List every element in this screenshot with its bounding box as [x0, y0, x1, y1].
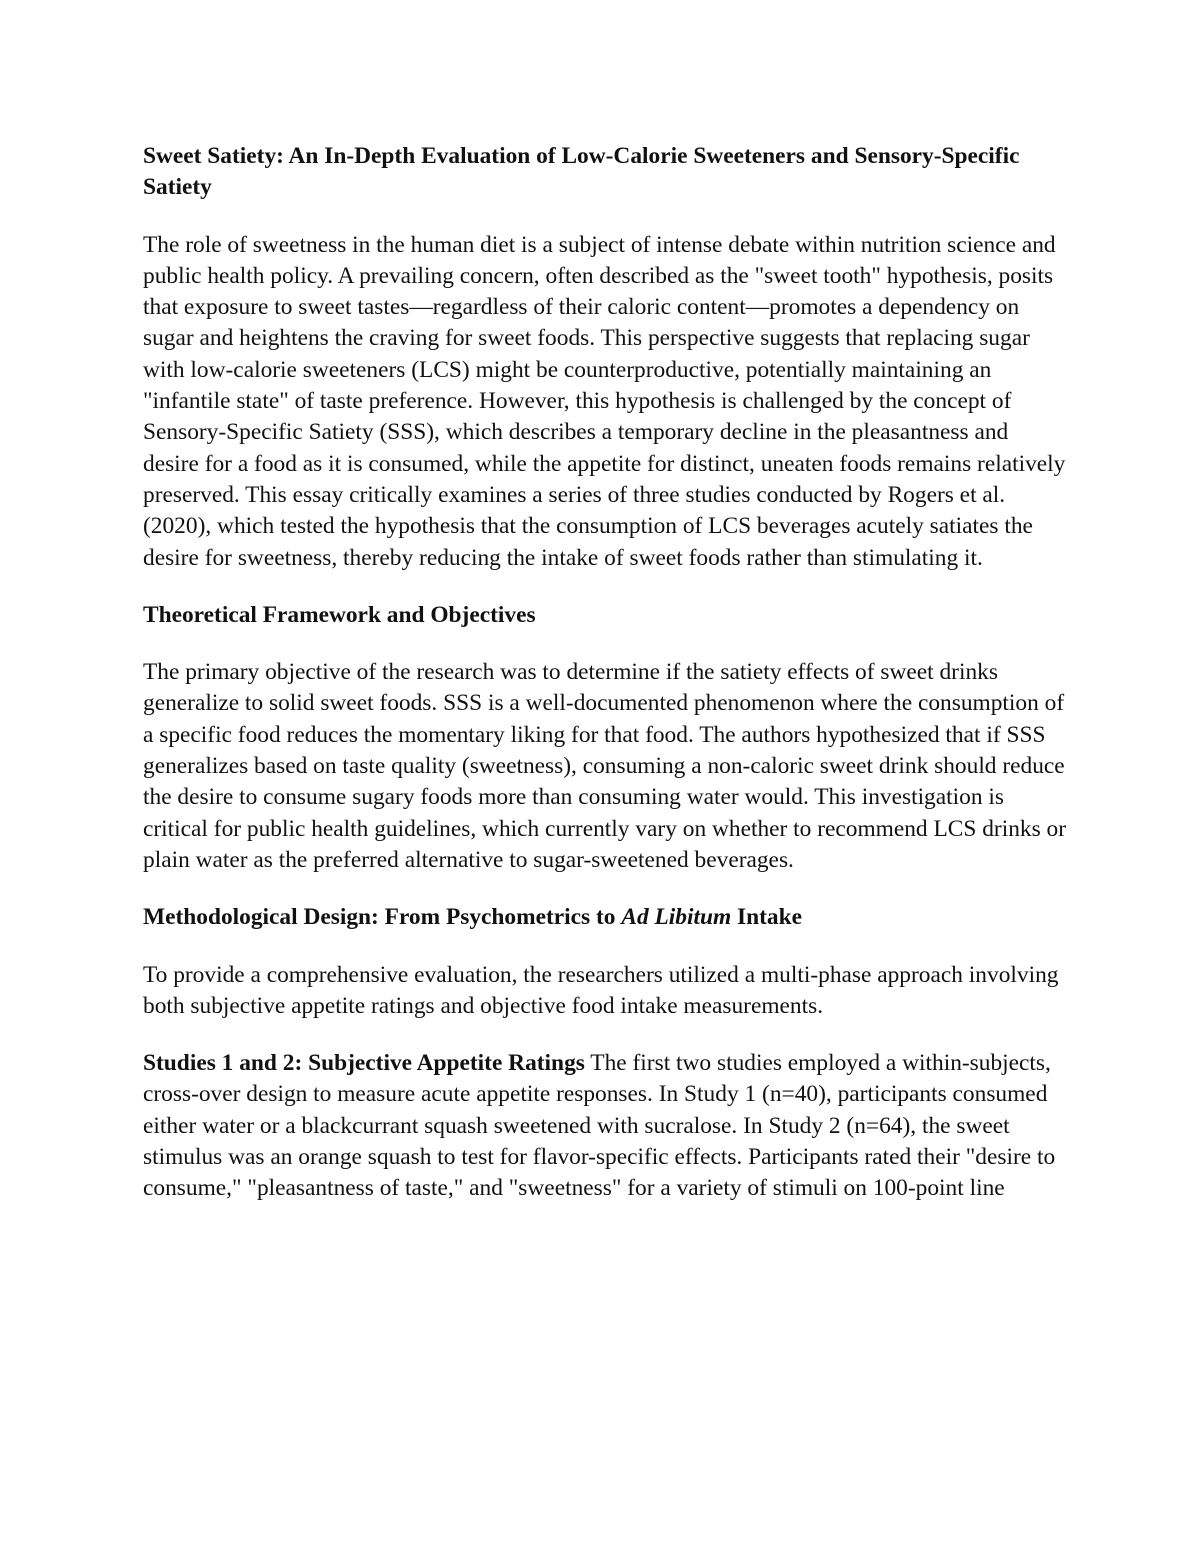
methodological-heading-italic: Ad Libitum: [621, 904, 732, 931]
document-body: [143, 141, 1068, 1231]
methodological-heading-text-end: Intake: [731, 904, 803, 931]
document-title: Sweet Satiety: An In-Depth Evaluation of Low-Calorie Sweeteners and Sensory-Specific Satiety: [143, 143, 1020, 201]
intro-paragraph: The role of sweetness in the human diet is a subject of intense debate within nutrition science and public health policy. A prevailing concern, often described as the "sweet tooth" hypothesis, posits that exposure to sweet tastes—regardless of their caloric content—promotes a dependency on sugar and heightens the craving for sweet foods. This perspective suggests that replacing sugar with low-calorie sweeteners (LCS) might be counterproductive, potentially maintaining an "infantile state" of taste preference. However, this hypothesis is challenged by the concept of Sensory-Specific Satiety (SSS), which describes a temporary decline in the pleasantness and desire for a food as it is consumed, while the appetite for distinct, uneaten foods remains relatively preserved. This essay critically examines a series of three studies conducted by Rogers et al. (2020), which tested the hypothesis that the consumption of LCS beverages acutely satiates the desire for sweetness, thereby reducing the intake of sweet foods rather than stimulating it.: [143, 231, 1066, 571]
studies-paragraph-text: The first two studies employed a within-subjects, cross-over design to measure acute appetite responses. In Study 1 (n=40), participants consumed either water or a blackcurrant squash sweetened with sucralose. In Study 2 (n=64), the sweet stimulus was an orange squash to test for flavor-specific effects. Participants rated their "desire to consume," "pleasantness of taste," and "sweetness" for a variety of stimuli on 100-point line: [143, 1050, 1056, 1202]
section-heading-theoretical-framework: Theoretical Framework and Objectives: [143, 601, 536, 628]
section-heading-methodological-design: [143, 902, 1068, 933]
theoretical-framework-paragraph: The primary objective of the research was to determine if the satiety effects of sweet drinks generalize to solid sweet foods. SSS is a well-documented phenomenon where the consumption of a specific food reduces the momentary liking for that food. The authors hypothesized that if SSS generalizes based on taste quality (sweetness), consuming a non-caloric sweet drink should reduce the desire to consume sugary foods more than consuming water would. This investigation is critical for public health guidelines, which currently vary on whether to recommend LCS drinks or plain water as the preferred alternative to sugar-sweetened beverages.: [143, 659, 1067, 873]
methodological-design-paragraph: To provide a comprehensive evaluation, the researchers utilized a multi-phase approach involving both subjective appetite ratings and objective food intake measurements.: [143, 961, 1059, 1019]
methodological-heading-text-start: Methodological Design: From Psychometrics to: [143, 904, 622, 931]
studies-lead-heading: Studies 1 and 2: Subjective Appetite Ratings: [143, 1050, 585, 1077]
studies-paragraph: [143, 1048, 1068, 1204]
